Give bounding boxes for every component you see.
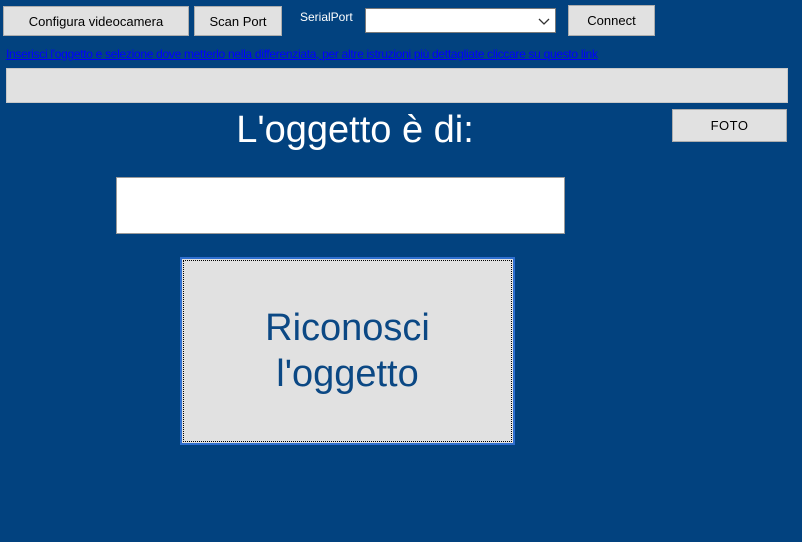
instructions-field[interactable] <box>6 68 788 103</box>
photo-button[interactable]: FOTO <box>672 109 787 142</box>
serial-port-select[interactable] <box>365 8 556 33</box>
instructions-link[interactable]: Inserisci l'oggetto e selezione dove metterlo nella differenziata, per altre istruzioni più dettagliate cliccare su questo link <box>6 47 598 61</box>
connect-button[interactable]: Connect <box>568 5 655 36</box>
recognize-object-label: Riconosci l'oggetto <box>265 307 430 395</box>
result-field[interactable] <box>116 177 565 234</box>
serial-port-label: SerialPort <box>300 10 353 24</box>
recognize-object-button[interactable] <box>180 257 515 445</box>
configure-camera-button[interactable]: Configura videocamera <box>3 6 189 36</box>
result-heading: L'oggetto è di: <box>236 109 474 151</box>
chevron-down-icon[interactable] <box>538 15 550 27</box>
scan-port-button[interactable]: Scan Port <box>194 6 282 36</box>
